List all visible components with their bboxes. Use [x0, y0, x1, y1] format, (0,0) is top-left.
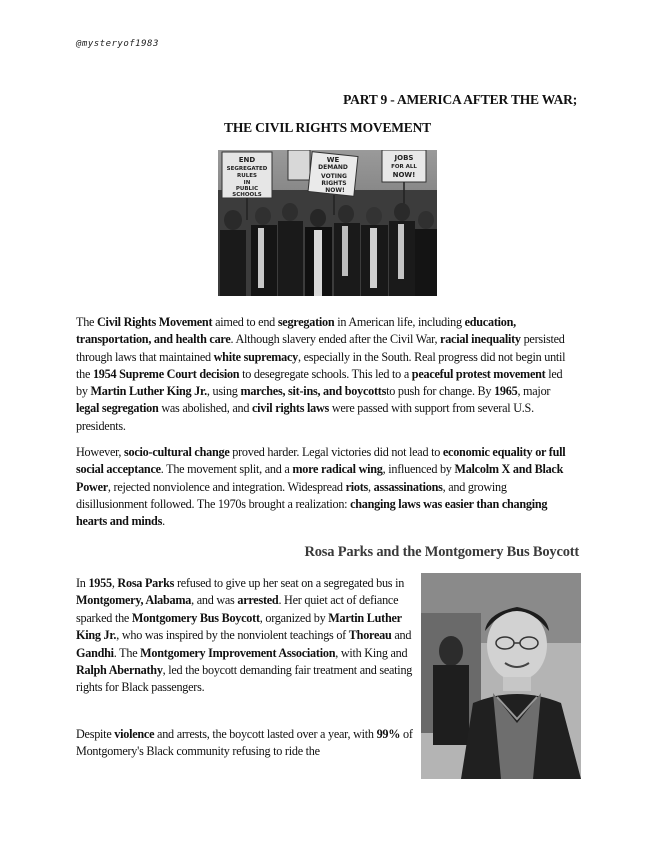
text-run: . The movement split, and a — [160, 462, 293, 477]
bold-term: Rosa Parks — [117, 576, 175, 590]
bold-term: changing laws was easier than changing hearts and minds — [76, 496, 548, 529]
bold-term: Montgomery Bus Boycott — [131, 610, 260, 625]
text-run: . Her quiet act of defiance sparked the — [76, 593, 399, 625]
bold-term: Montgomery Improvement Association — [140, 645, 336, 660]
text-run: and — [391, 628, 412, 643]
text-run: , led the boycott demanding fair treatment and seating rights for Black passengers. — [76, 663, 413, 695]
part-title: PART 9 - AMERICA AFTER THE WAR; — [343, 92, 577, 107]
page-title: THE CIVIL RIGHTS MOVEMENT — [224, 120, 431, 135]
bold-term: more radical wing — [292, 462, 383, 477]
bold-term: racial inequality — [440, 332, 521, 347]
text-run: The — [76, 315, 97, 329]
bold-term: civil rights laws — [252, 401, 330, 416]
text-run: . The — [113, 645, 141, 660]
sign-text: SEGREGATED — [226, 166, 268, 172]
bold-term: peaceful protest movement — [411, 366, 546, 381]
text-run: , and was — [191, 593, 238, 608]
text-run: . Although slavery ended after the Civil War, — [230, 332, 441, 347]
text-run: to desegregate schools. This led to a — [239, 366, 412, 381]
bold-term: Gandhi — [76, 645, 114, 660]
text-run: , major — [517, 384, 551, 399]
sign-text: VOTING — [321, 173, 347, 180]
bold-term: 99% — [376, 727, 401, 741]
sign-text: IN — [243, 180, 251, 186]
text-run: to push for change. By — [386, 384, 495, 399]
sign-text: DEMAND — [318, 164, 348, 171]
text-run: in American life, including — [334, 315, 465, 329]
bold-term: 1955 — [88, 576, 112, 590]
sign-text: PUBLIC — [235, 186, 259, 192]
text-run: aimed to end — [212, 315, 278, 329]
text-run: persisted through laws that maintained — [76, 332, 565, 364]
bold-term: 1954 Supreme Court decision — [92, 366, 240, 381]
bold-term: assassinations — [373, 479, 443, 494]
bold-term: Ralph Abernathy — [76, 663, 163, 678]
aftermath-paragraph — [76, 444, 574, 530]
bold-term: Martin Luther King Jr. — [76, 610, 402, 643]
sign-text: NOW! — [325, 187, 345, 194]
bold-term: marches, sit-ins, and boycotts — [240, 384, 387, 399]
text-run: , — [368, 479, 374, 494]
rosa-parks-photo — [421, 573, 581, 779]
sign-text: RIGHTS — [321, 180, 347, 187]
sign-text: END — [238, 156, 256, 164]
boycott-paragraph — [76, 726, 416, 761]
text-run: , rejected nonviolence and integration. Widespread — [107, 479, 346, 494]
text-run: and arrests, the boycott lasted over a year, with — [154, 727, 377, 741]
bold-term: 1965 — [494, 384, 518, 399]
text-run: , — [111, 576, 118, 590]
watermark: @mysteryof1983 — [76, 39, 159, 49]
bold-term: Malcolm X and Black Power — [76, 462, 564, 494]
sign-text: SCHOOLS — [232, 192, 262, 198]
text-run: was abolished, and — [158, 401, 253, 416]
intro-paragraph — [76, 314, 574, 435]
bold-term: Montgomery, Alabama — [76, 593, 192, 608]
bold-term: white supremacy — [213, 349, 299, 364]
text-run: , who was inspired by the nonviolent teachings of — [116, 628, 349, 643]
bold-term: socio-cultural change — [124, 445, 230, 459]
bold-term: Martin Luther King Jr. — [90, 384, 207, 399]
bold-term: segregation — [277, 315, 335, 329]
text-run: of Montgomery's Black community refusing to ride the — [76, 727, 413, 759]
sign-text: NOW! — [392, 171, 416, 179]
text-run: , organized by — [259, 610, 329, 625]
sign-text: JOBS — [394, 154, 414, 162]
text-run: were passed with support from several U.S. presidents. — [76, 401, 534, 433]
sign-text: WE — [326, 156, 340, 164]
bold-term: education, transportation, and health care — [76, 315, 516, 347]
text-run: , using — [206, 384, 241, 399]
text-run: , especially in the South. Real progress did not begin until the — [76, 349, 566, 381]
text-run: , influenced by — [382, 462, 455, 477]
bold-term: riots — [345, 479, 369, 494]
bold-term: legal segregation — [76, 401, 159, 416]
text-run: refused to give up her seat on a segregated bus in — [174, 576, 405, 590]
bold-term: Thoreau — [348, 628, 392, 643]
rosa-parks-paragraph — [76, 575, 416, 697]
section-heading: Rosa Parks and the Montgomery Bus Boycott — [304, 544, 579, 560]
text-run: , and growing disillusionment followed. The 1970s brought a realization: — [76, 479, 507, 511]
text-run: Despite — [76, 727, 115, 741]
bold-term: Civil Rights Movement — [97, 315, 213, 329]
sign-text: FOR ALL — [391, 164, 417, 170]
text-run: , with King and — [335, 645, 408, 660]
text-run: . — [162, 514, 165, 529]
bold-term: arrested — [237, 593, 279, 608]
text-run: In — [76, 576, 89, 590]
bold-term: violence — [114, 727, 155, 741]
march-photo — [218, 150, 437, 296]
text-run: proved harder. Legal victories did not lead to — [229, 445, 443, 459]
bold-term: economic equality or full social acceptance — [76, 445, 566, 477]
text-run: However, — [76, 445, 125, 459]
text-run: led by — [76, 366, 563, 399]
sign-text: RULES — [237, 173, 257, 179]
